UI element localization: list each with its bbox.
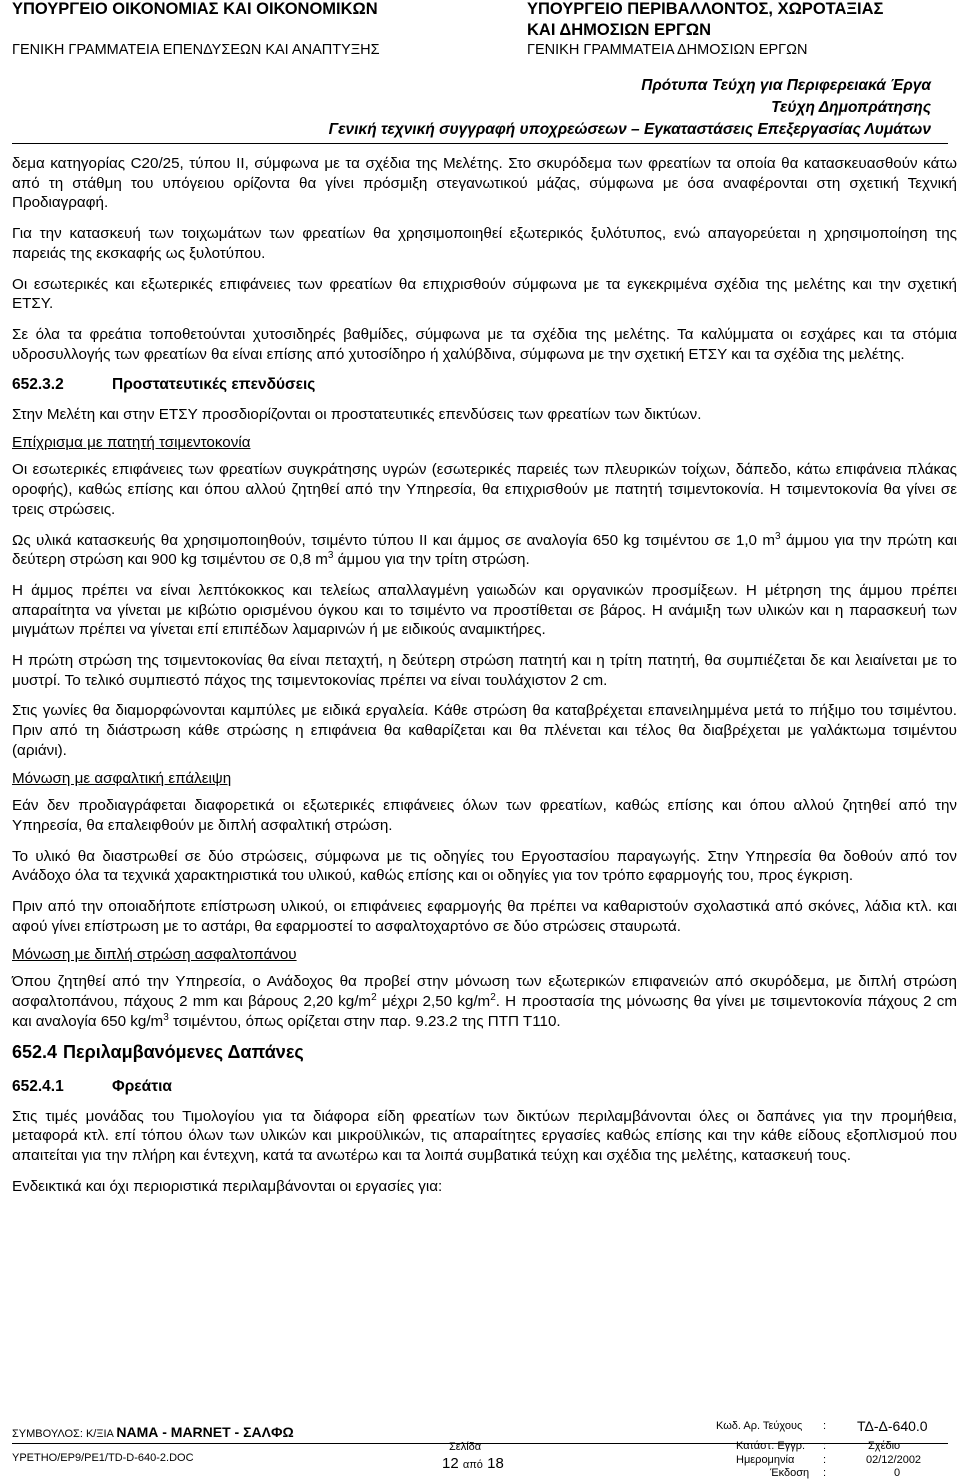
- text-run: Ως υλικά κατασκευής θα χρησιμοποιηθούν, τσιμέντο τύπου ΙΙ και άμμος σε αναλογία 650 kg τσιμέντου σε 1,0 m: [12, 531, 776, 549]
- text-run: Όπου ζητηθεί από την Υπηρεσία, ο Ανάδοχος θα προβεί στην μόνωση των εξωτερικών επιφανειών από σκυρόδεμα, με διπλή στρώση ασφαλτοπάνου, πάχους 2 mm και βάρους 2,20 kg/m: [12, 973, 957, 1010]
- footer-code-value: ΤΔ-Δ-640.0: [857, 1418, 928, 1434]
- text-run: μέχρι 2,50 kg/m: [376, 992, 491, 1010]
- header-ministry-public-works: ΚΑΙ ΔΗΜΟΣΙΩΝ ΕΡΓΩΝ: [527, 21, 712, 39]
- paragraph: Στις γωνίες θα διαμορφώνονται καμπύλες με ειδικά εργαλεία. Κάθε στρώση θα καταβρέχεται επανειλημμένα μετά το πήξιμο του τσιμέντου. Πριν από τη διάστρωση κάθε στρώσης η επιφάνεια θα καθαρίζεται και θα πλένεται και τέλος θα διαβρέχεται με γαλάκτωμα τσιμέντου (αριάνι).: [12, 702, 957, 759]
- paragraph: Ενδεικτικά και όχι περιοριστικά περιλαμβάνονται οι εργασίες για:: [12, 1177, 443, 1195]
- colon: :: [823, 1454, 827, 1466]
- paragraph: Η πρώτη στρώση της τσιμεντοκονίας θα είναι πεταχτή, η δεύτερη στρώση πατητή και η τρίτη πατητή, θα συμπιέζεται δε και λειαίνεται με το μυστρί. Το τελικό συμπιεστό πάχος της τσιμεντοκονίας πρέπει να είναι τουλάχιστον 2 cm.: [12, 652, 957, 689]
- footer-status-label: Κατάστ. Εγγρ.: [736, 1440, 806, 1452]
- page-total: 18: [487, 1455, 504, 1472]
- superscript: 3: [327, 550, 334, 562]
- text-run: άμμου για την πρώτη και δεύτερη στρώση και 900 kg τσιμέντου σε 0,8 m: [12, 531, 957, 569]
- document-body: [12, 154, 957, 1208]
- text-run: άμμου για την τρίτη στρώση.: [333, 551, 530, 569]
- header-ministry-environment: ΥΠΟΥΡΓΕΙΟ ΠΕΡΙΒΑΛΛΟΝΤΟΣ, ΧΩΡΟΤΑΞΙΑΣ: [527, 0, 884, 18]
- footer-status-value: Σχέδιο: [868, 1440, 901, 1452]
- footer-issue-label: Έκδοση: [770, 1467, 810, 1479]
- consultant-label: ΣΥΜΒΟΥΛΟΣ: Κ/ΞΙΑ: [12, 1428, 114, 1440]
- paragraph: Πριν από την οποιαδήποτε επίστρωση υλικού, οι επιφάνειες εφαρμογής θα πρέπει να καθαριστούν σχολαστικά από σκόνες, λάδια κτλ. και αφού γίνει επίστρωση με το αστάρι, θα εφαρμοστεί το ασφαλτοχαρτόνο σε δύο στρώσεις σταυρωτά.: [12, 898, 957, 935]
- paragraph: Οι εσωτερικές και εξωτερικές επιφάνειες των φρεατίων θα επιχρισθούν σύμφωνα με τα εγκεκριμένα σχέδια της μελέτης και την σχετική ΕΤΣΥ.: [12, 275, 957, 313]
- paragraph: Το υλικό θα διαστρωθεί σε δύο στρώσεις, σύμφωνα με τις οδηγίες του Εργοστασίου παραγωγής. Στην Υπηρεσία θα δοθούν από τον Ανάδοχο όλα τα τεχνικά χαρακτηριστικά του υλικού, καθώς επίσης και οι οδηγίες για τον τρόπο εφαρμογής του, προς έγκριση.: [12, 847, 957, 885]
- header-ministry-finance: ΥΠΟΥΡΓΕΙΟ ΟΙΚΟΝΟΜΙΑΣ ΚΑΙ ΟΙΚΟΝΟΜΙΚΩΝ: [12, 0, 378, 18]
- superscript: 3: [163, 1011, 169, 1023]
- subheading-asphalt-coating: Μόνωση με ασφαλτική επάλειψη: [12, 769, 232, 787]
- subheading-plaster: Επίχρισμα με πατητή τσιμεντοκονία: [12, 433, 251, 451]
- superscript: 2: [371, 991, 377, 1003]
- colon: :: [823, 1440, 827, 1452]
- section-heading-652-4-1: [12, 1077, 957, 1097]
- colon: :: [823, 1467, 827, 1479]
- paragraph: Στην Μελέτη και στην ΕΤΣΥ προσδιορίζονται οι προστατευτικές επενδύσεις των φρεατίων των δικτύων.: [12, 406, 702, 424]
- section-number: 652.4.1: [12, 1078, 64, 1096]
- footer-date-label: Ημερομηνία: [736, 1454, 795, 1466]
- section-number: 652.4: [12, 1042, 58, 1063]
- paragraph: Για την κατασκευή των τοιχωμάτων των φρεατίων θα χρησιμοποιηθεί εξωτερικός ξυλότυπος, ενώ απαγορεύεται η χρησιμοποίηση της παρειάς της εκσκαφής ως ξυλοτύπου.: [12, 225, 957, 262]
- paragraph-materials: [12, 531, 957, 570]
- section-heading-652-4: [12, 1043, 957, 1063]
- paragraph-insulation: [12, 972, 957, 1031]
- section-heading-652-3-2: [12, 375, 957, 395]
- consultant-name: ΝΑΜΑ - MARNET - ΣΑΛΦΩ: [116, 1424, 294, 1440]
- superscript: 3: [775, 530, 781, 542]
- doc-subject-title: Γενική τεχνική συγγραφή υποχρεώσεων – Εγκαταστάσεις Επεξεργασίας Λυμάτων: [328, 121, 931, 138]
- colon: :: [823, 1420, 827, 1432]
- text-run: . Η προστασία της μόνωσης θα γίνει με τσιμεντοκονία πάχους 2 cm και αναλογία 650 kg/m: [12, 992, 957, 1030]
- header-rule: [12, 143, 948, 144]
- section-title: Περιλαμβανόμενες Δαπάνες: [63, 1042, 304, 1063]
- paragraph: Στις τιμές μονάδας του Τιμολογίου για τα διάφορα είδη φρεατίων των δικτύων περιλαμβάνονται όλες οι δαπάνες για την προμήθεια, μεταφορά κτλ. επί τόπου όλων των υλικών και μικροϋλικών, τις απαραίτητες εργασίες καθώς επίσης και την κάθε είδους εξοπλισμού που απαιτείται για την πλήρη και έντεχνη, κατά τα ανωτέρω και τα λοιπά συμβατικά τεύχη και σχέδια της μελέτης, κατασκευή τους.: [12, 1107, 957, 1165]
- doc-series-title: Πρότυπα Τεύχη για Περιφερειακά Έργα: [641, 77, 931, 94]
- footer-date-value: 02/12/2002: [866, 1454, 922, 1466]
- paragraph: Οι εσωτερικές επιφάνειες των φρεατίων συγκράτησης υγρών (εσωτερικές παρειές των πλευρικών τοίχων, δάπεδο, κάτω επιφάνεια πλάκας οροφής), καθώς επίσης και όπου αλλού ζητηθεί από την Υπηρεσία, θα επιχρισθούν με πατητή τσιμεντοκονία. Η τσιμεντοκονία θα γίνει σε τρεις στρώσεις.: [12, 461, 957, 518]
- paragraph: Σε όλα τα φρεάτια τοποθετούνται χυτοσιδηρές βαθμίδες, σύμφωνα με τα σχέδια της μελέτης. Τα καλύμματα οι εσχάρες και τα στόμια υδροσυλλογής των φρεατίων θα είναι επίσης από χυτοσίδηρο ή χαλύβδινα, σύμφωνα με την σχετική ΕΤΣΥ και τα σχέδια της μελέτης.: [12, 325, 957, 363]
- footer-issue-value: 0: [894, 1467, 901, 1479]
- superscript: 2: [490, 991, 496, 1003]
- paragraph: Εάν δεν προδιαγράφεται διαφορετικά οι εξωτερικές επιφάνειες όλων των φρεατίων, καθώς επίσης και όπου αλλού ζητηθεί από την Υπηρεσία, θα επαλειφθούν με διπλή ασφαλτική στρώση.: [12, 797, 957, 834]
- footer-file-path: ΥΡΕΤΗΟ/ΕΡ9/ΡΕ1/TD-D-640-2.DOC: [12, 1452, 194, 1464]
- doc-volume-title: Τεύχη Δημοπράτησης: [771, 99, 931, 116]
- footer-page-number: [442, 1455, 504, 1472]
- page-current: 12: [442, 1455, 459, 1472]
- section-title: Προστατευτικές επενδύσεις: [112, 376, 316, 394]
- subheading-double-layer: Μόνωση με διπλή στρώση ασφαλτοπάνου: [12, 945, 297, 963]
- section-number: 652.3.2: [12, 376, 64, 394]
- footer-consultant: [12, 1424, 294, 1440]
- text-run: τσιμέντου, όπως ορίζεται στην παρ. 9.23.2 της ΠΤΠ Τ110.: [168, 1012, 561, 1030]
- footer-code-label: Κωδ. Αρ. Τεύχους: [716, 1420, 803, 1432]
- paragraph: Η άμμος πρέπει να είναι λεπτόκοκκος και τελείως απαλλαγμένη γαιωδών και οργανικών προσμίξεων. Η μέτρηση της άμμου πρέπει απαραίτητα να γίνεται με κιβώτιο ορισμένου όγκου και το τσιμέντο να προστίθεται σε βάρος. Η ανάμιξη των υλικών και η παρασκευή των μιγμάτων πρέπει να γίνεται επί επιπέδων λαμαρινών ή με ειδικούς αναμικτήρες.: [12, 581, 957, 639]
- paragraph: δεμα κατηγορίας C20/25, τύπου ΙΙ, σύμφωνα με τα σχέδια της Μελέτης. Στο σκυρόδεμα των φρεατίων τα οποία θα κατασκευασθούν κάτω από τη στάθμη του υπόγειου ορίζοντα θα γίνει πρόσμιξη στεγανωτικού μάζας, σύμφωνα με όσα αναφέρονται στη σχετική Τεχνική Προδιαγραφή.: [12, 155, 957, 212]
- header-secretariat-public-works: ΓΕΝΙΚΗ ΓΡΑΜΜΑΤΕΙΑ ΔΗΜΟΣΙΩΝ ΕΡΓΩΝ: [527, 42, 808, 58]
- footer-page-label: Σελίδα: [449, 1441, 482, 1453]
- header-secretariat-investment: ΓΕΝΙΚΗ ΓΡΑΜΜΑΤΕΙΑ ΕΠΕΝΔΥΣΕΩΝ ΚΑΙ ΑΝΑΠΤΥΞΗΣ: [12, 42, 380, 58]
- section-title: Φρεάτια: [112, 1078, 172, 1096]
- page-separator: από: [462, 1459, 483, 1471]
